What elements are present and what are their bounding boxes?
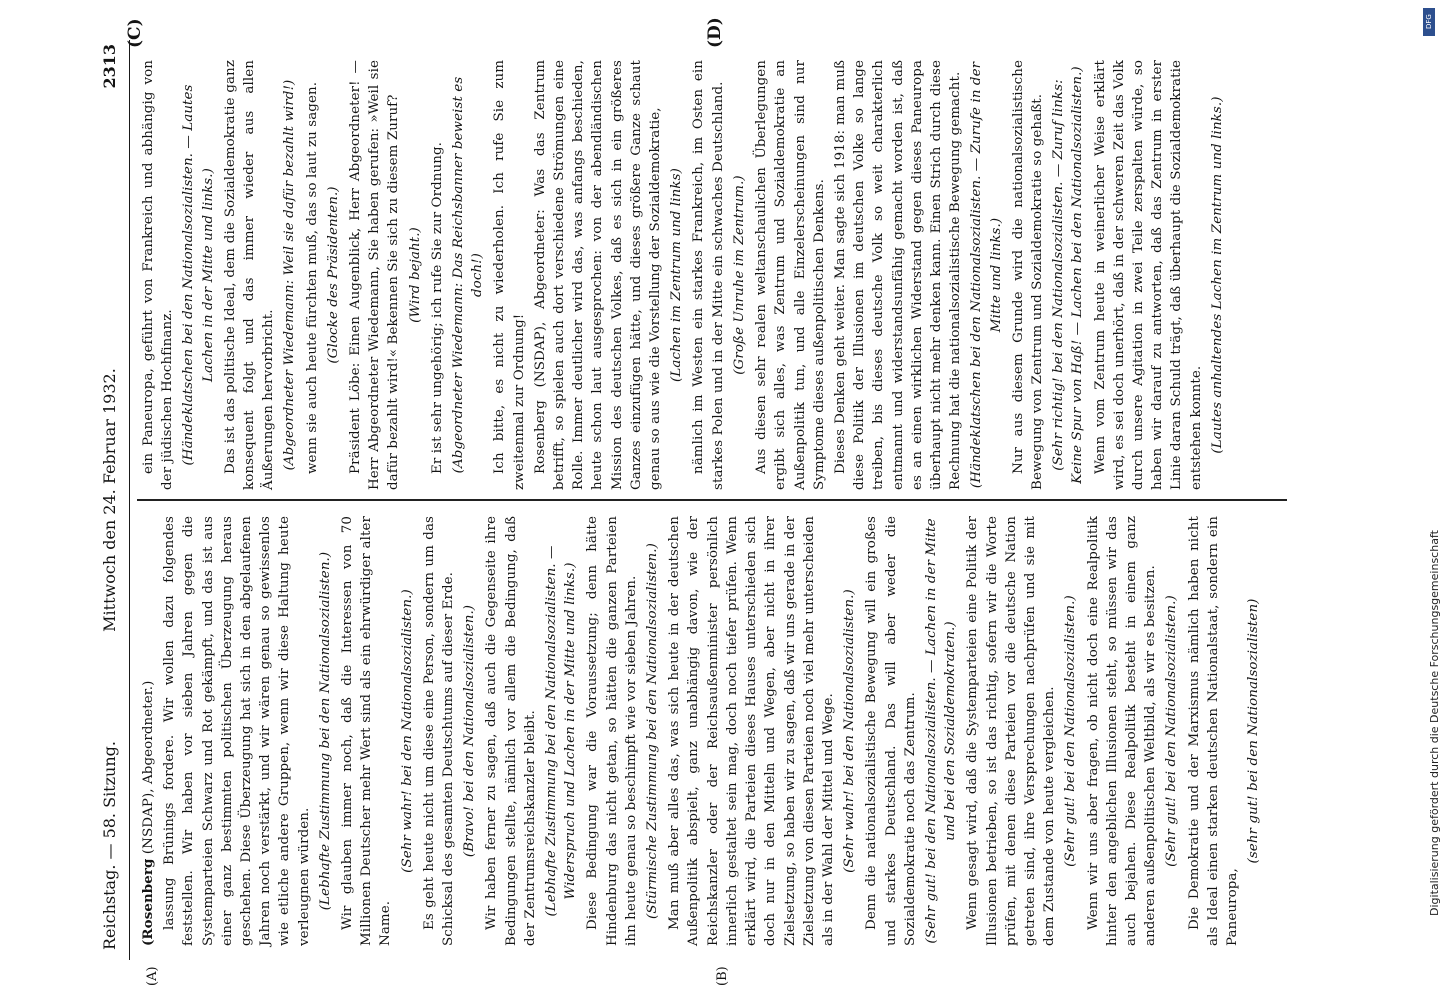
paragraph: Wenn gesagt wird, daß die Systemparteien eine Politik der Illusionen betrieben, so ist das richtig, sofern wir die Worte prüfen, mit denen diese Parteien vor die deutsche Nation getreten sind, ihre Versprechungen nachprüfen und sie mit dem Zustande von heute vergleichen. bbox=[965, 516, 1058, 946]
margin-mark-d: (D) bbox=[705, 17, 725, 48]
interjection: (Große Unruhe im Zentrum.) bbox=[731, 175, 747, 375]
paragraph: nämlich im Westen ein starkes Frankreich, im Osten ein starkes Polen und in der Mitte ein schwaches Deutschland. bbox=[691, 60, 726, 490]
paragraph: ein Paneuropa, geführt von Frankreich und abhängig von der jüdischen Hochfinanz. bbox=[141, 60, 176, 490]
paragraph: Rosenberg (NSDAP), Abgeordneter: Was das Zentrum betrifft, so spielen auch dort verschiedene Strömungen eine Rolle. Immer deutlicher wird das, was anfangs beschieden, heute schon laut ausgesprochen: von der abendländischen Mission des deutschen Volkes, daß es sich in ein größeres Ganzes einzufügen hätte, und dieses größere Ganze schaut genau so aus wie die Vorstellung der Sozialdemokratie, bbox=[532, 60, 664, 490]
interjection: (Bravo! bei den Nationalsozialisten.) bbox=[462, 604, 478, 858]
margin-mark-a: (A) bbox=[145, 966, 160, 986]
paragraph: Wenn wir uns aber fragen, ob nicht doch eine Realpolitik hinter den angeblichen Illusionen steht, so müssen wir das auch bejahen. Diese Realpolitik besteht in einem ganz anderen außenpolitischen Weltbild, als wir es besitzen. bbox=[1085, 516, 1159, 946]
interjection: (Lachen im Zentrum und links) bbox=[669, 168, 685, 382]
paragraph: Er ist sehr ungehörig; ich rufe Sie zur Ordnung. bbox=[429, 141, 445, 474]
left-column bbox=[139, 516, 1279, 946]
header-date: Mittwoch den 24. Februar 1932. bbox=[100, 368, 119, 632]
interjection: (Stürmische Zustimmung bei den Nationalsozialisten.) bbox=[645, 543, 661, 919]
paragraph: Aus diesen sehr realen weltanschaulichen Überlegungen ergibt sich alles, was Zentrum und Sozialdemokratie an Außenpolitik tun, und alle Einzelerscheinungen sind nur Symptome dieses außenpolitischen Denkens. bbox=[754, 60, 827, 490]
paragraph: Dieses Denken geht weiter. Man sagte sich 1918: man muß diese Politik der Illusionen im deutschen Volke so lange treiben, bis dieses deutsche Volk so weit charakterlich entmannt und widerstandsunfähig gemacht worden ist, daß es an einen wirklichen Widerstand gegen dieses Paneuropa überhaupt nicht mehr denken kann. Einen Strich durch diese Rechnung hat die nationalsozialistische Bewegung gemacht. bbox=[832, 60, 964, 490]
header-left: Reichstag. — 58. Sitzung. bbox=[100, 741, 119, 950]
digitization-credit: Digitalisierung gefördert durch die Deutsche Forschungsgemeinschaft bbox=[1428, 530, 1441, 916]
margin-mark-c: (C) bbox=[125, 18, 145, 48]
speaker-role: (NSDAP), Abgeordneter.) bbox=[141, 680, 156, 859]
dfg-logo: DFG bbox=[1423, 8, 1435, 36]
paragraph: Das ist das politische Ideal, dem die Sozialdemokratie ganz konsequent folgt und das immer wieder aus allen Äußerungen hervorbricht. bbox=[222, 60, 277, 490]
paragraph: Es geht heute nicht um diese eine Person, sondern um das Schicksal des gesamten Deutschtums auf dieser Erde. bbox=[421, 516, 457, 946]
right-column bbox=[139, 60, 1279, 490]
interjection: (Sehr wahr! bei den Nationalsozialisten.) bbox=[842, 589, 858, 873]
margin-mark-b: (B) bbox=[715, 966, 730, 986]
interjection: (Sehr gut! bei den Nationalsozialisten.) bbox=[1063, 595, 1079, 867]
interjection: (Lebhafte Zustimmung bei den Nationalsozialisten. — Widerspruch und Lachen in der Mitte und links.) bbox=[544, 545, 579, 917]
paragraph: wenn sie auch heute fürchten muß, das so laut zu sagen. bbox=[304, 81, 320, 474]
interjection: (Abgeordneter Wiedemann: Das Reichsbanner beweist es doch!) bbox=[451, 76, 486, 474]
interjection: (Sehr richtig! bei den Nationalsozialisten. — Zuruf links: Keine Spur von Haß! — Lachen bei den Nationalsozialisten.) bbox=[1051, 66, 1086, 484]
rotated-page bbox=[95, 17, 1305, 986]
paragraph: Präsident Löbe: Einen Augenblick, Herr Abgeordneter! — Herr Abgeordneter Wiedemann, Sie haben gerufen: »Weil sie dafür bezahlt wird!« Bekennen Sie sich zu diesem Zuruf? bbox=[348, 60, 402, 490]
speaker-line bbox=[139, 516, 158, 946]
interjection: (Händeklatschen bei den Nationalsozialisten. — Lautes Lachen in der Mitte und links.) bbox=[181, 84, 216, 466]
paragraph: Wir haben ferner zu sagen, daß auch die Gegenseite ihre Bedingungen stellte, nämlich vor allem die Bedingung, daß der Zentrumsreichskanzler bleibt. bbox=[484, 516, 538, 946]
interjection: (Glocke des Präsidenten.) bbox=[325, 186, 341, 364]
paragraph: Wenn vom Zentrum heute in weinerlicher Weise erklärt wird, es sei doch unerhört, daß in der schweren Zeit das Volk durch unsere Agitation in zwei Teile zerspalten würde, so haben wir darauf zu antworten, daß das Zentrum in erster Linie daran Schuld trägt, daß überhaupt die Sozialdemokratie entstehen konnte. bbox=[1092, 60, 1204, 490]
interjection: (Sehr gut! bei den Nationalsozialisten.) bbox=[1164, 595, 1180, 867]
page-number: 2313 bbox=[100, 44, 119, 89]
paragraph: Ich bitte, es nicht zu wiederholen. Ich rufe Sie zum zweitenmal zur Ordnung! bbox=[492, 60, 527, 490]
paragraph: lassung Brünings fordere. Wir wollen dazu folgendes feststellen. Wir haben vor sieben Jahren gegen die Systemparteien Schwarz und Rot gekämpft, und das ist aus einer ganz bestimmten politischen Überzeugung heraus geschehen. Diese Überzeugung hat sich in den abgelaufenen Jahren noch verstärkt, und wir wären genau so gewissenlos wie etliche andere Gruppen, wenn wir diese Haltung heute verleugnen würden. bbox=[162, 516, 312, 946]
running-header bbox=[95, 40, 130, 960]
credit-strip bbox=[1400, 6, 1440, 994]
paragraph: Man muß aber alles das, was sich heute in der deutschen Außenpolitik abspielt, ganz unabhängig davon, wie der Reichskanzler oder der Reichsaußenminister persönlich innerlich gestaltet sein mag, doch noch tiefer prüfen. Wenn erklärt wird, die Parteien dieses Hauses unterschieden sich doch nur in den Mitteln und Wegen, aber nicht in ihrer Zielsetzung, so haben wir zu sagen, daß wir uns gerade in der Zielsetzung von diesen Parteien noch viel mehr unterscheiden als in der Wahl der Mittel und Wege. bbox=[667, 516, 836, 946]
paragraph: Nur aus diesem Grunde wird die nationalsozialistische Bewegung von Zentrum und Sozialdemokratie so gehaßt. bbox=[1010, 60, 1045, 490]
interjection: (Lautes anhaltendes Lachen im Zentrum und links.) bbox=[1209, 96, 1225, 454]
paragraph: Denn die nationalsozialistische Bewegung will ein großes und starkes Deutschland. Das will aber weder die Sozialdemokratie noch das Zentrum. bbox=[864, 516, 918, 946]
paragraph: Wir glauben immer noch, daß die Interessen von 70 Millionen Deutscher mehr Wert sind als ein ehrwürdiger alter Name. bbox=[340, 516, 394, 946]
paragraph: Diese Bedingung war die Voraussetzung; denn hätte Hindenburg das nicht getan, so hätten die ganzen Parteien ihn heute genau so beschimpft wie vor sieben Jahren. bbox=[585, 516, 639, 946]
interjection: (Sehr wahr! bei den Nationalsozialisten.) bbox=[399, 589, 415, 873]
column-divider bbox=[137, 500, 1287, 502]
interjection: (Sehr gut! bei den Nationalsozialisten. — Lachen in der Mitte und bei den Sozialdemokraten.) bbox=[923, 518, 959, 944]
interjection: (Wird bejaht.) bbox=[407, 227, 423, 323]
interjection: (Abgeordneter Wiedemann: Weil sie dafür bezahlt wird!) bbox=[282, 79, 298, 471]
interjection: (Lebhafte Zustimmung bei den Nationalsozialisten.) bbox=[317, 551, 333, 911]
interjection: (sehr gut! bei den Nationalsozialisten) bbox=[1246, 598, 1262, 864]
speaker-name: (Rosenberg bbox=[140, 858, 156, 946]
paragraph: Die Demokratie und der Marxismus nämlich haben nicht als Ideal einen starken deutschen Nationalstaat, sondern ein Paneuropa, bbox=[1186, 516, 1240, 946]
interjection: (Händeklatschen bei den Nationalsozialisten. — Zurufe in der Mitte und links.) bbox=[969, 61, 1004, 489]
